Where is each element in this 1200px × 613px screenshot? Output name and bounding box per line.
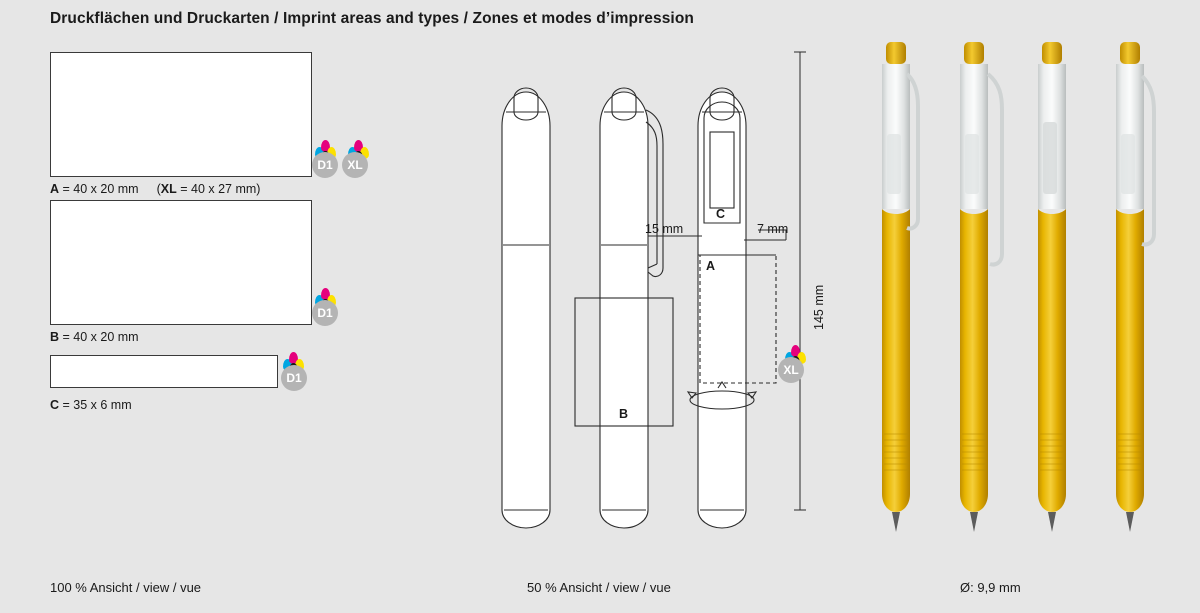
- footer-middle: 50 % Ansicht / view / vue: [527, 580, 671, 595]
- label-a: A: [706, 259, 716, 273]
- imprint-area-c-label: C: [50, 398, 60, 412]
- imprint-area-c-caption: [50, 398, 132, 412]
- pen-photo-4: [1116, 42, 1154, 532]
- imprint-area-a-xl-label: XL: [160, 182, 177, 196]
- pen-photo-1: [882, 42, 918, 532]
- badge-xl-pen: XL: [778, 357, 804, 383]
- badge-d1-area-c: D1: [281, 365, 307, 391]
- pen-drawing-side: [575, 88, 673, 528]
- pen-photos: [860, 34, 1190, 534]
- imprint-area-a-label: A: [50, 182, 60, 196]
- imprint-area-a-xl-open: (: [156, 182, 161, 196]
- pen-drawing-front: [502, 88, 550, 528]
- dimension-7mm: 7 mm: [757, 222, 789, 236]
- imprint-area-a-size: = 40 x 20 mm: [59, 182, 139, 196]
- dimension-15mm: 15 mm: [645, 222, 684, 236]
- badge-d1-area-a: D1: [312, 152, 338, 178]
- imprint-area-c-size: = 35 x 6 mm: [59, 398, 132, 412]
- imprint-area-a-caption: [50, 182, 260, 196]
- imprint-area-c-box: [50, 355, 278, 388]
- page-title: Druckflächen und Druckarten / Imprint areas and types / Zones et modes d’impression: [50, 10, 694, 27]
- label-c: C: [716, 207, 726, 221]
- pen-drawing-back: [688, 88, 776, 528]
- pen-photo-3: [1038, 42, 1066, 532]
- footer-left: 100 % Ansicht / view / vue: [50, 580, 202, 595]
- imprint-area-b-box: [50, 200, 312, 325]
- imprint-area-b-caption: [50, 330, 139, 344]
- imprint-area-a-box: [50, 52, 312, 177]
- imprint-area-b-size: = 40 x 20 mm: [59, 330, 139, 344]
- label-b: B: [619, 407, 629, 421]
- imprint-area-a-xl-size: = 40 x 27 mm): [176, 182, 261, 196]
- pen-photo-2: [960, 42, 1002, 532]
- dimension-145mm: 145 mm: [812, 284, 826, 330]
- imprint-area-b-label: B: [50, 330, 60, 344]
- badge-d1-area-b: D1: [312, 300, 338, 326]
- technical-drawings: [470, 40, 830, 540]
- badge-xl-area-a: XL: [342, 152, 368, 178]
- footer-right: Ø: 9,9 mm: [960, 580, 1021, 595]
